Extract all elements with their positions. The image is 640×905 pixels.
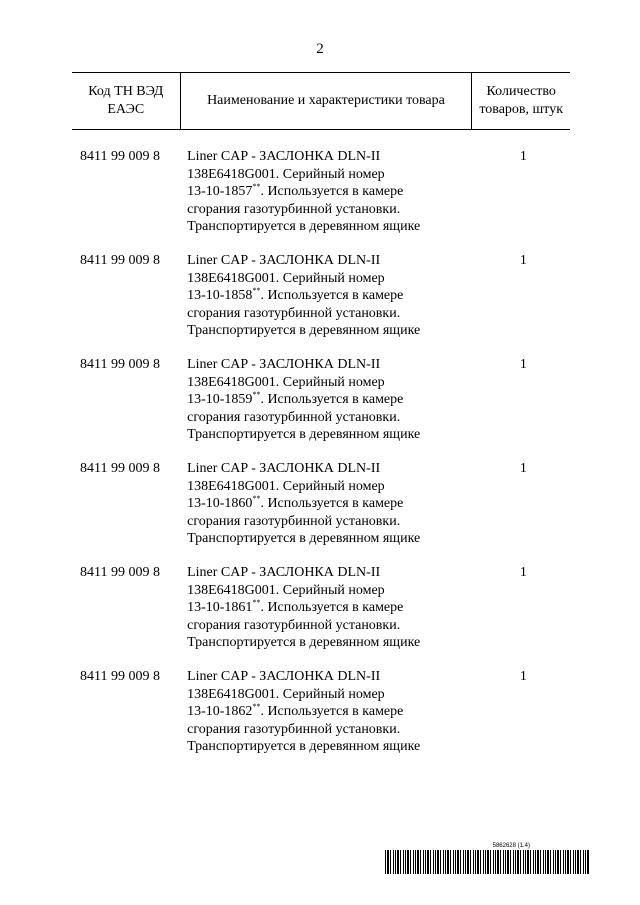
serial-number: 13-10-1859 xyxy=(187,392,253,407)
serial-number: 13-10-1860 xyxy=(187,496,253,511)
row-quantity: 1 xyxy=(519,461,527,476)
desc-line: Транспортируется в деревянном ящике xyxy=(187,219,421,234)
table-row xyxy=(80,252,560,356)
footnote-mark: ** xyxy=(252,598,261,607)
header-quantity-column: Количество товаров, штук xyxy=(479,84,564,117)
desc-text: . Используется в камере xyxy=(260,392,404,407)
desc-line: 138E6418G001. Серийный номер xyxy=(187,686,385,702)
row-description xyxy=(187,252,485,356)
desc-line: Транспортируется в деревянном ящике xyxy=(187,323,421,338)
desc-line: сгорания газотурбинной установки. xyxy=(187,201,401,217)
desc-line: Транспортируется в деревянном ящике xyxy=(187,427,421,442)
row-quantity: 1 xyxy=(519,357,527,372)
desc-line: 138E6418G001. Серийный номер xyxy=(187,166,385,182)
row-quantity: 1 xyxy=(519,149,527,164)
desc-line xyxy=(187,703,485,721)
desc-line: Liner CAP - ЗАСЛОНКА DLN-II xyxy=(187,357,381,372)
desc-line: Liner CAP - ЗАСЛОНКА DLN-II xyxy=(187,565,381,580)
header-code-column: Код ТН ВЭД ЕАЭС xyxy=(72,73,181,129)
serial-number: 13-10-1858 xyxy=(187,288,253,303)
desc-line: Liner CAP - ЗАСЛОНКА DLN-II xyxy=(187,149,381,164)
row-code: 8411 99 009 8 xyxy=(80,565,160,580)
desc-text: . Используется в камере xyxy=(260,704,404,719)
row-quantity: 1 xyxy=(519,565,527,580)
barcode-icon xyxy=(385,850,590,874)
table-row xyxy=(80,356,560,460)
desc-line: сгорания газотурбинной установки. xyxy=(187,617,401,633)
serial-number: 13-10-1861 xyxy=(187,600,253,615)
row-quantity: 1 xyxy=(519,253,527,268)
desc-line: Liner CAP - ЗАСЛОНКА DLN-II xyxy=(187,253,381,268)
barcode-label: 5862628 (1.4) xyxy=(492,843,530,849)
row-code: 8411 99 009 8 xyxy=(80,461,160,476)
table-row xyxy=(80,148,560,252)
desc-text: . Используется в камере xyxy=(260,600,404,615)
row-code: 8411 99 009 8 xyxy=(80,669,160,684)
row-quantity: 1 xyxy=(519,669,527,684)
row-description xyxy=(187,564,485,668)
page-number: 2 xyxy=(316,41,324,57)
table-body xyxy=(80,148,560,772)
table-row xyxy=(80,564,560,668)
desc-line: 138E6418G001. Серийный номер xyxy=(187,582,385,598)
desc-line: Транспортируется в деревянном ящике xyxy=(187,635,421,650)
barcode-block xyxy=(385,842,590,874)
footnote-mark: ** xyxy=(252,390,261,399)
desc-line xyxy=(187,495,485,513)
footnote-mark: ** xyxy=(252,494,261,503)
desc-line: Транспортируется в деревянном ящике xyxy=(187,739,421,754)
row-description xyxy=(187,460,485,564)
footnote-mark: ** xyxy=(252,702,261,711)
desc-line xyxy=(187,183,485,201)
desc-text: . Используется в камере xyxy=(260,184,404,199)
desc-text: . Используется в камере xyxy=(260,288,404,303)
desc-line: Liner CAP - ЗАСЛОНКА DLN-II xyxy=(187,461,381,476)
desc-line: Liner CAP - ЗАСЛОНКА DLN-II xyxy=(187,669,381,684)
footnote-mark: ** xyxy=(252,286,261,295)
table-row xyxy=(80,460,560,564)
row-description xyxy=(187,356,485,460)
desc-line xyxy=(187,391,485,409)
desc-line xyxy=(187,599,485,617)
desc-line: 138E6418G001. Серийный номер xyxy=(187,478,385,494)
desc-line: сгорания газотурбинной установки. xyxy=(187,721,401,737)
row-description xyxy=(187,148,485,252)
desc-line: 138E6418G001. Серийный номер xyxy=(187,270,385,286)
row-code: 8411 99 009 8 xyxy=(80,357,160,372)
desc-line: сгорания газотурбинной установки. xyxy=(187,409,401,425)
table-row xyxy=(80,668,560,772)
header-name-column: Наименование и характеристики товара xyxy=(181,73,473,129)
row-code: 8411 99 009 8 xyxy=(80,149,160,164)
serial-number: 13-10-1862 xyxy=(187,704,253,719)
row-code: 8411 99 009 8 xyxy=(80,253,160,268)
serial-number: 13-10-1857 xyxy=(187,184,253,199)
desc-line: сгорания газотурбинной установки. xyxy=(187,305,401,321)
footnote-mark: ** xyxy=(252,182,261,191)
desc-line: сгорания газотурбинной установки. xyxy=(187,513,401,529)
desc-line: Транспортируется в деревянном ящике xyxy=(187,531,421,546)
table-header xyxy=(72,72,570,130)
desc-line: 138E6418G001. Серийный номер xyxy=(187,374,385,390)
row-description xyxy=(187,668,485,772)
desc-line xyxy=(187,287,485,305)
desc-text: . Используется в камере xyxy=(260,496,404,511)
